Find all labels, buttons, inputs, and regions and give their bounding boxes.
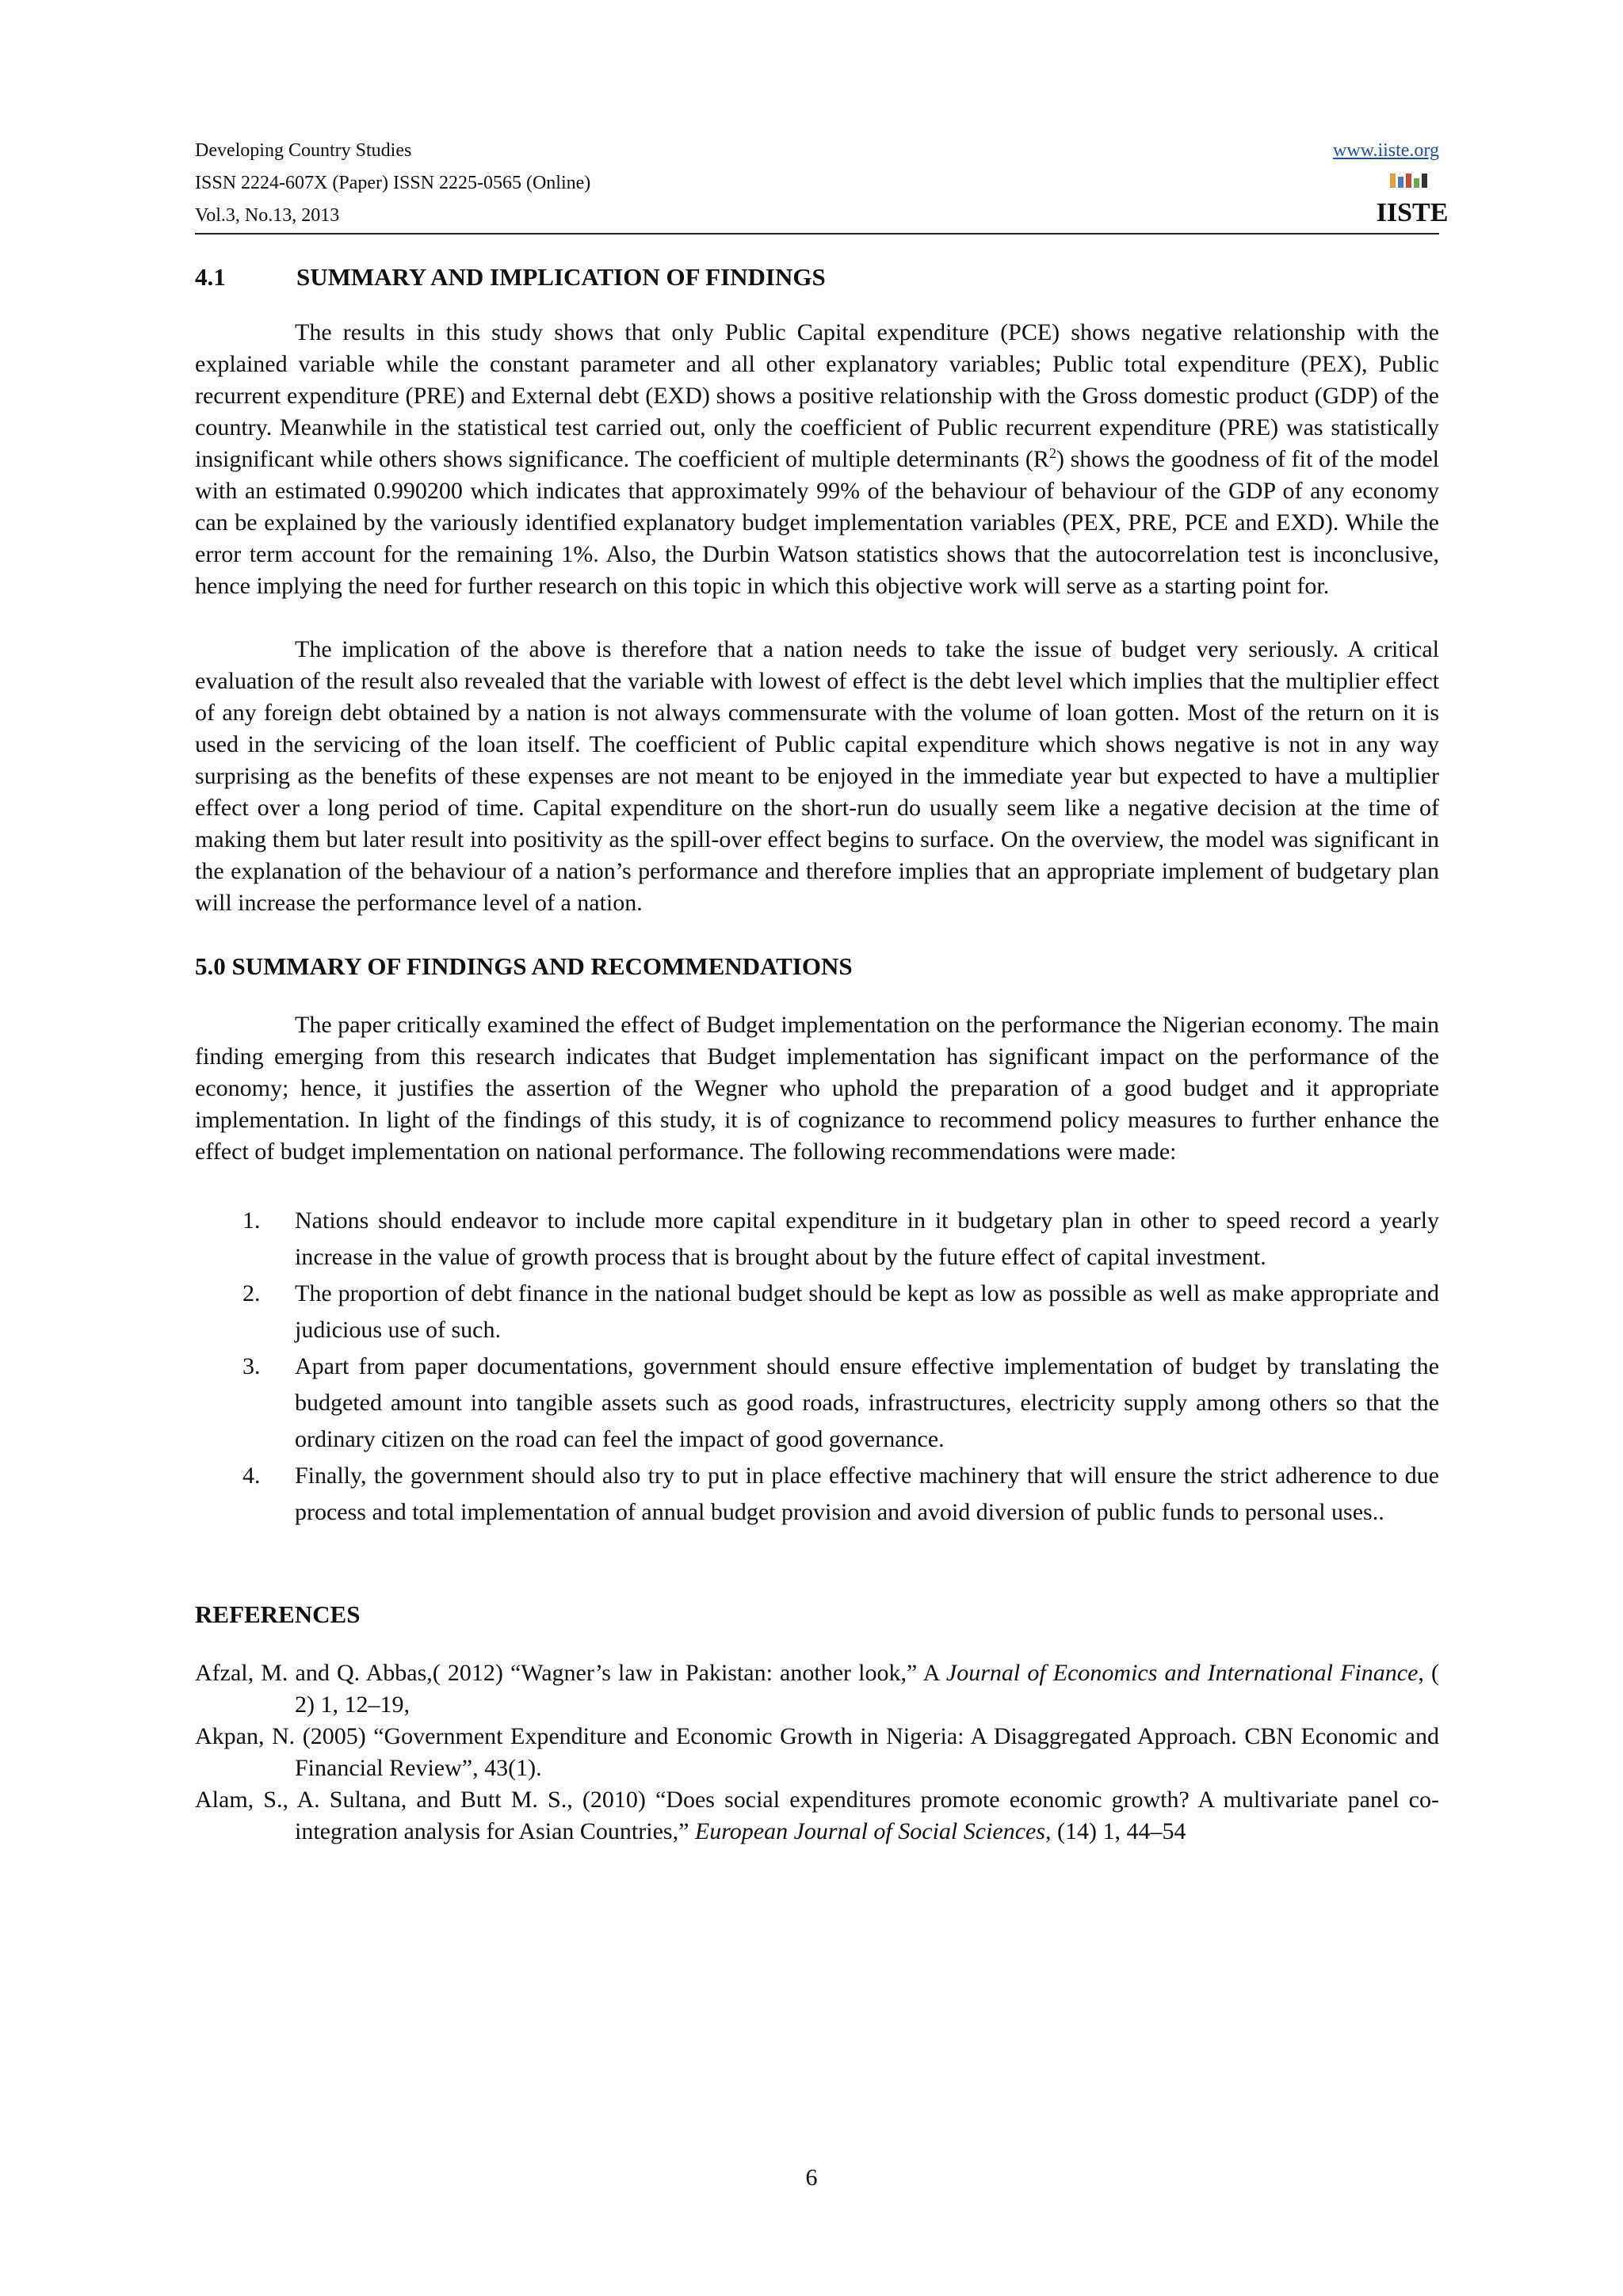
header-left <box>195 135 1439 232</box>
page-number: 6 <box>805 2164 818 2191</box>
journal-issn: ISSN 2224-607X (Paper) ISSN 2225-0565 (Online) <box>195 173 591 193</box>
reference-item: Alam, S., A. Sultana, and Butt M. S., (2010) “Does social expenditures promote economic growth? A multivariate panel co-integration analysis for Asian Countries,” European Journal of Social Sciences, (14) 1, 44–54 <box>195 1787 1439 1844</box>
list-item: 2. The proportion of debt finance in the national budget should be kept as low as possible as well as make appropriate and judicious use of such. <box>242 1280 1439 1343</box>
page-header <box>195 135 1449 235</box>
reference-item: Akpan, N. (2005) “Government Expenditure and Economic Growth in Nigeria: A Disaggregated Approach. CBN Economic and Financial Review”, 43(1). <box>195 1723 1439 1781</box>
list-item: 4. Finally, the government should also try to put in place effective machinery that will ensure the strict adherence to due process and total implementation of annual budget provision and avoid diversion of public funds to personal uses.. <box>242 1463 1439 1525</box>
section-4-1-heading <box>195 261 1439 293</box>
page <box>195 135 1449 1848</box>
header-right <box>1333 135 1449 231</box>
iiste-logo-icon <box>1376 172 1449 227</box>
section-number: 4.1 <box>195 263 226 291</box>
summary-paragraph-1: The results in this study shows that only Public Capital expenditure (PCE) shows negative relationship with the explained variable while the constant parameter and all other explanatory variables; Public total expenditure (PEX), Public recurrent expenditure (PRE) and External debt (EXD) shows a positive relationship with the Gross domestic product (GDP) of the country. Meanwhile in the statistical test carried out, only the coefficient of Public recurrent expenditure (PRE) was statistically insignificant while others shows significance. The coefficient of multiple determinants $(R^2)$ shows the goodness of fit of the model with an estimated 0.990200 which indicates that approximately 99% of the behaviour of behaviour of the GDP of any economy can be explained by the variously identified explanatory budget implementation variables (PEX, PRE, PCE and EXD). While the error term account for the remaining 1%. Also, the Durbin Watson statistics shows that the autocorrelation test is inconclusive, hence implying the need for further research on this topic in which this objective work will serve as a starting point for. <box>195 319 1439 599</box>
recommendations-list <box>195 1203 1439 1531</box>
section-5-0-heading: 5.0 SUMMARY OF FINDINGS AND RECOMMENDATIONS <box>195 952 853 980</box>
summary-paragraph-2: The implication of the above is therefore that a nation needs to take the issue of budget very seriously. A critical evaluation of the result also revealed that the variable with lowest of effect is the debt level which implies that the multiplier effect of any foreign debt obtained by a nation is not always commensurate with the volume of loan gotten. Most of the return on it is used in the servicing of the loan itself. The coefficient of Public capital expenditure which shows negative is not in any way surprising as the benefits of these expenses are not meant to be enjoyed in the immediate year but expected to have a multiplier effect over a long period of time. Capital expenditure on the short-run do usually seem like a negative decision at the time of making them but later result into positivity as the spill-over effect begins to surface. On the overview, the model was significant in the explanation of the behaviour of a nation’s performance and therefore implies that an appropriate implement of budgetary plan will increase the performance level of a nation. <box>195 636 1439 916</box>
references-list <box>195 1657 1439 1848</box>
section-title: SUMMARY AND IMPLICATION OF FINDINGS <box>296 263 826 291</box>
list-item: 3. Apart from paper documentations, government should ensure effective implementation of budget by translating the budgeted amount into tangible assets such as good roads, infrastructures, electricity supply among others so that the ordinary citizen on the road can feel the impact of good governance. <box>242 1353 1439 1452</box>
findings-paragraph: The paper critically examined the effect of Budget implementation on the performance the Nigerian economy. The main finding emerging from this research indicates that Budget implementation has significant impact on the performance of the economy; hence, it justifies the assertion of the Wegner who uphold the preparation of a good budget and it appropriate implementation. In light of the findings of this study, it is of cognizance to recommend policy measures to further enhance the effect of budget implementation on national performance. The following recommendations were made: <box>195 1012 1439 1165</box>
website-link[interactable]: www.iiste.org <box>1333 140 1439 161</box>
journal-name: Developing Country Studies <box>195 140 412 161</box>
reference-item: Afzal, M. and Q. Abbas,( 2012) “Wagner’s law in Pakistan: another look,” A Journal of Economics and International Finance, ( 2) 1, 12–19, <box>195 1660 1439 1718</box>
logo-text: IISTE <box>1376 198 1449 227</box>
references-heading: REFERENCES <box>195 1600 361 1628</box>
journal-volume: Vol.3, No.13, 2013 <box>195 205 340 226</box>
list-item: 1. Nations should endeavor to include more capital expenditure in it budgetary plan in other to speed record a yearly increase in the value of growth process that is brought about by the future effect of capital investment. <box>242 1207 1439 1270</box>
